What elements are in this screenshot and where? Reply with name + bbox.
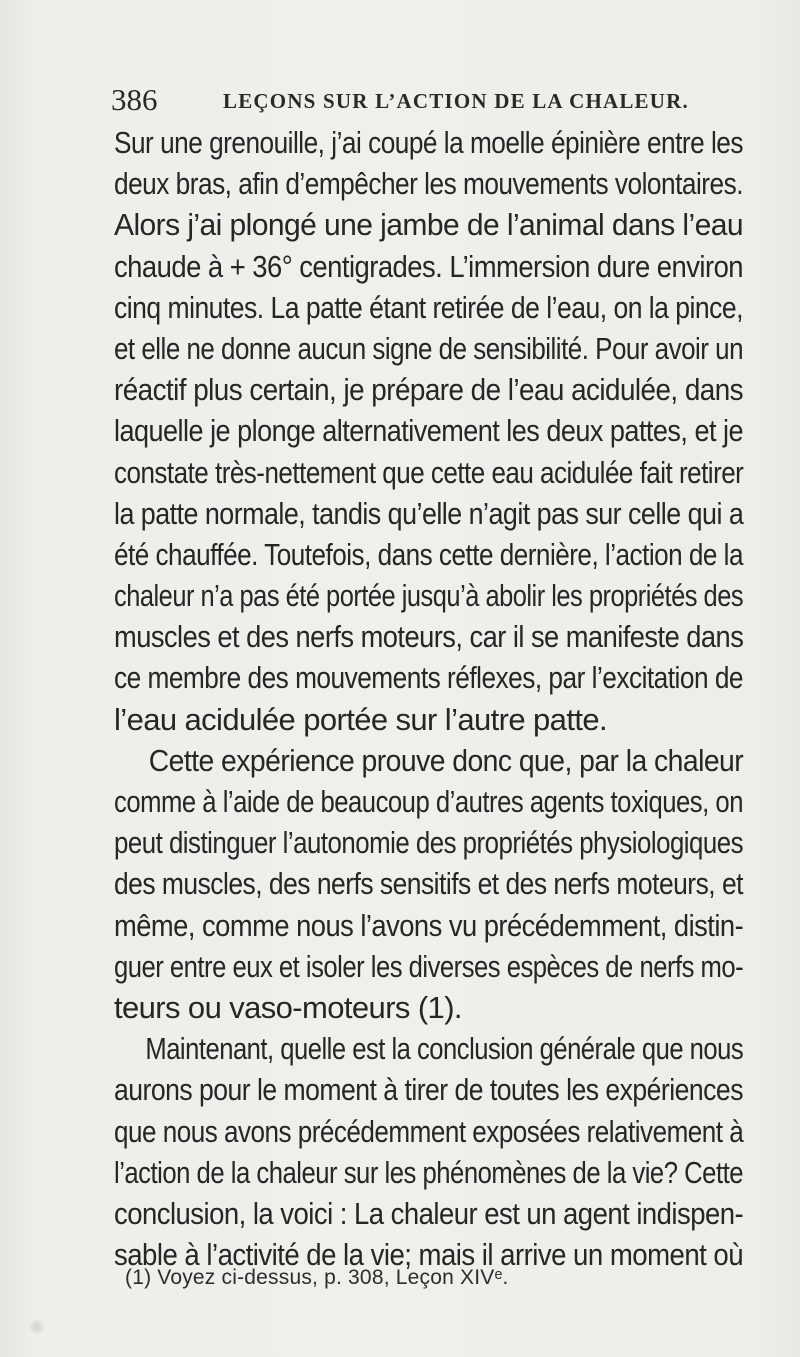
text-line: peut distinguer l’autonomie des propriétés physiologiques <box>114 825 744 861</box>
text-line: constate très-nettement que cette eau acidulée fait retirer <box>114 454 744 490</box>
text-line: comme à l’aide de beaucoup d’autres agents toxiques, on <box>114 784 743 819</box>
text-line: teurs ou vaso-moteurs (1). <box>114 989 462 1025</box>
text-line: muscles et des nerfs moteurs, car il se manifeste dans <box>114 619 744 655</box>
text-line: des muscles, des nerfs sensitifs et des nerfs moteurs, et <box>114 866 743 902</box>
footnote: (1) Voyez ci-dessus, p. 308, Leçon XIVᵉ. <box>125 1266 509 1289</box>
text-line: l’action de la chaleur sur les phénomènes de la vie? Cette <box>114 1154 743 1190</box>
text-line: même, comme nous l’avons vu précédemment, distin- <box>114 907 744 943</box>
text-line: chaude à + 36° centigrades. L’immersion dure environ <box>114 248 744 284</box>
text-line: Sur une grenouille, j’ai coupé la moelle épinière entre les <box>114 125 743 160</box>
text-line: été chauffée. Toutefois, dans cette dernière, l’action de la <box>114 536 743 572</box>
text-line: que nous avons précédemment exposées relativement à <box>114 1113 744 1149</box>
page-number: 386 <box>111 82 158 117</box>
text-line: aurons pour le moment à tirer de toutes les expériences <box>114 1072 743 1108</box>
text-line: Cette expérience prouve donc que, par la chaleur <box>148 742 744 778</box>
text-line: Maintenant, quelle est la conclusion générale que nous <box>145 1031 744 1067</box>
running-title: LEÇONS SUR L’ACTION DE LA CHALEUR. <box>223 89 689 113</box>
text-line: la patte normale, tandis qu’elle n’agit pas sur celle qui a <box>114 495 744 531</box>
text-line: ce membre des mouvements réflexes, par l’excitation de <box>114 660 744 696</box>
text-line: cinq minutes. La patte étant retirée de l’eau, on la pince, <box>114 289 744 325</box>
paper-smudge <box>30 1320 44 1334</box>
text-line: l’eau acidulée portée sur l’autre patte. <box>114 701 607 737</box>
text-line: Alors j’ai plongé une jambe de l’animal dans l’eau <box>114 207 744 243</box>
text-line: sable à l’activité de la vie; mais il arrive un moment où <box>114 1237 744 1273</box>
running-head <box>111 82 751 118</box>
text-line: chaleur n’a pas été portée jusqu’à abolir les propriétés des <box>114 578 744 614</box>
text-line: guer entre eux et isoler les diverses espèces de nerfs mo- <box>114 948 744 984</box>
text-line: deux bras, afin d’empêcher les mouvements volontaires. <box>114 166 744 202</box>
text-line: réactif plus certain, je prépare de l’eau acidulée, dans <box>114 372 744 408</box>
text-line: conclusion, la voici : La chaleur est un agent indispen- <box>114 1195 744 1231</box>
text-line: laquelle je plonge alternativement les deux pattes, et je <box>114 413 744 449</box>
body-text <box>114 122 743 1275</box>
text-line: et elle ne donne aucun signe de sensibilité. Pour avoir un <box>114 330 744 366</box>
